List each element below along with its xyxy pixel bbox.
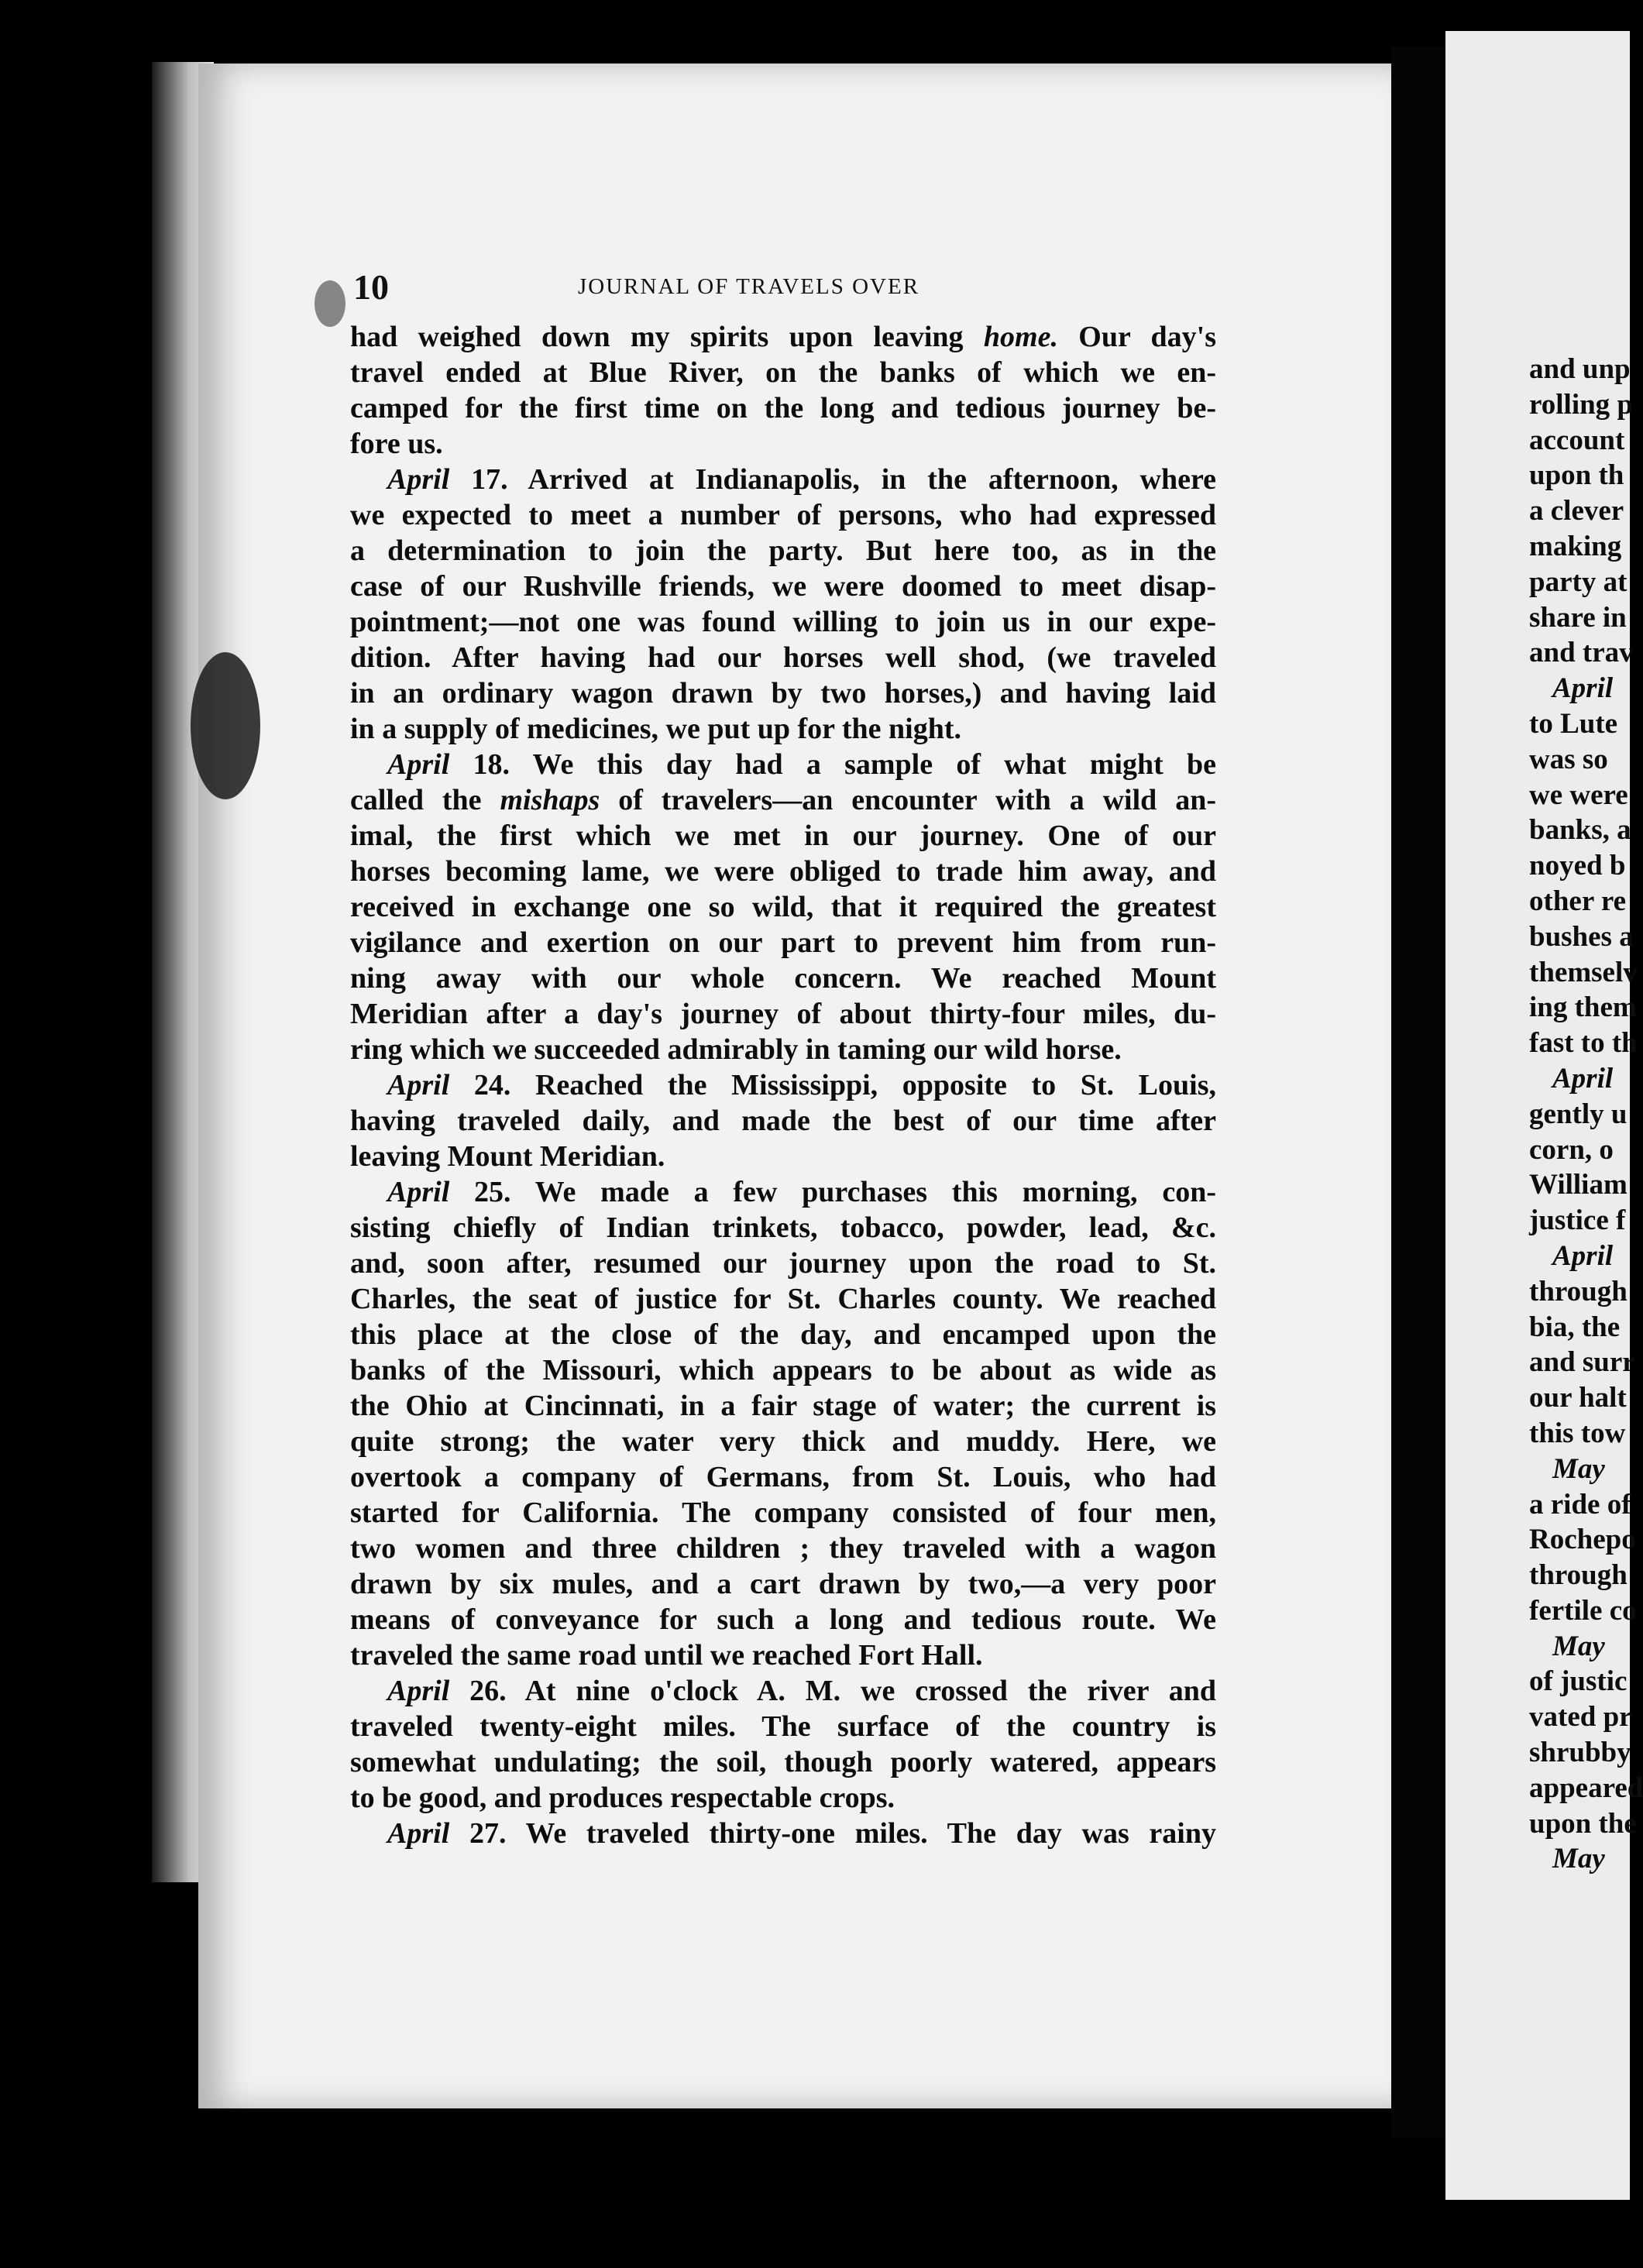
- text-line: banks, a: [1529, 814, 1631, 847]
- text-line: fore us.: [350, 428, 443, 460]
- text-line: banks of the Missouri, which appears to be about as wide as: [350, 1354, 1216, 1387]
- text-line: sisting chiefly of Indian trinkets, tobacco, powder, lead, &c.: [350, 1211, 1216, 1244]
- text-line: to Lute: [1529, 707, 1618, 740]
- text-line: April 26. At nine o'clock A. M. we crossed the river and: [387, 1675, 1216, 1707]
- ink-blot: [315, 280, 345, 327]
- text-line: case of our Rushville friends, we were doomed to meet disap-: [350, 570, 1216, 603]
- text-line: party at: [1529, 565, 1628, 598]
- text-line: quite strong; the water very thick and muddy. Here, we: [350, 1425, 1216, 1458]
- text-line: had weighed down my spirits upon leaving home. Our day's: [350, 321, 1216, 353]
- page-header: [353, 266, 1252, 313]
- left-page: [198, 64, 1391, 2108]
- text-line: having traveled daily, and made the best of our time after: [350, 1105, 1216, 1137]
- entry-date: April: [387, 1176, 450, 1208]
- text-line: and trav: [1529, 637, 1634, 669]
- text-line: William: [1529, 1169, 1628, 1201]
- text-line: traveled the same road until we reached Fort Hall.: [350, 1639, 983, 1672]
- entry-date: April: [387, 463, 450, 496]
- text-line: a ride of: [1529, 1488, 1631, 1521]
- text-line: our halt: [1529, 1382, 1627, 1414]
- text-line: April 18. We this day had a sample of what might be: [387, 748, 1216, 781]
- text-line: called the mishaps of travelers—an encounter with a wild an-: [350, 784, 1216, 816]
- text-line: two women and three children ; they traveled with a wagon: [350, 1532, 1216, 1565]
- text-line: April 25. We made a few purchases this morning, con-: [387, 1176, 1216, 1208]
- text-line: dition. After having had our horses well shod, (we traveled: [350, 641, 1216, 674]
- page-number: 10: [353, 267, 389, 307]
- text-line: and surr: [1529, 1346, 1635, 1379]
- text-line: ing them: [1529, 991, 1637, 1024]
- text-line: this tow: [1529, 1417, 1626, 1449]
- text-line: share in: [1529, 601, 1627, 634]
- text-line: April 27. We traveled thirty-one miles. The day was rainy: [387, 1817, 1216, 1850]
- text-line: account: [1529, 424, 1625, 456]
- text-line: imal, the first which we met in our journey. One of our: [350, 820, 1216, 852]
- text-line: travel ended at Blue River, on the banks of which we en-: [350, 356, 1216, 389]
- text-line: to be good, and produces respectable crops.: [350, 1782, 895, 1814]
- body-text: [350, 319, 1216, 1851]
- text-line: noyed b: [1529, 850, 1626, 882]
- text-line: leaving Mount Meridian.: [350, 1140, 665, 1173]
- text-line: ning away with our whole concern. We reached Mount: [350, 962, 1216, 995]
- text-line: in a supply of medicines, we put up for the night.: [350, 713, 961, 745]
- text-line: corn, o: [1529, 1133, 1614, 1166]
- text-line: bushes a: [1529, 920, 1634, 953]
- text-line: appeared: [1529, 1771, 1643, 1804]
- entry-date: April: [387, 1675, 450, 1707]
- text-line: the Ohio at Cincinnati, in a fair stage of water; the current is: [350, 1390, 1216, 1422]
- entry-date: April: [387, 748, 450, 781]
- text-line: Rochepo: [1529, 1524, 1636, 1556]
- text-line: April 24. Reached the Mississippi, opposite to St. Louis,: [387, 1069, 1216, 1101]
- right-page-text: [1529, 352, 1643, 1877]
- text-line: overtook a company of Germans, from St. Louis, who had: [350, 1461, 1216, 1493]
- text-line: gently u: [1529, 1098, 1628, 1130]
- text-line: means of conveyance for such a long and tedious route. We: [350, 1603, 1216, 1636]
- text-line: justice f: [1529, 1204, 1626, 1237]
- text-line: April 17. Arrived at Indianapolis, in the afternoon, where: [387, 463, 1216, 496]
- text-line: received in exchange one so wild, that it required the greatest: [350, 891, 1216, 923]
- text-line: was so: [1529, 743, 1608, 775]
- entry-date: April: [387, 1069, 450, 1101]
- text-line: April: [1552, 1239, 1614, 1272]
- text-line: Meridian after a day's journey of about thirty-four miles, du-: [350, 998, 1216, 1030]
- text-line: other re: [1529, 885, 1627, 917]
- text-line: pointment;—not one was found willing to join us in our expe-: [350, 606, 1216, 638]
- text-line: horses becoming lame, we were obliged to trade him away, and: [350, 855, 1216, 888]
- text-line: through: [1529, 1559, 1628, 1592]
- text-line: a clever: [1529, 495, 1624, 527]
- text-line: vated pr: [1529, 1701, 1632, 1734]
- text-line: and, soon after, resumed our journey upon the road to St.: [350, 1247, 1216, 1280]
- text-line: through: [1529, 1275, 1628, 1308]
- text-line: bia, the: [1529, 1311, 1621, 1343]
- text-line: May: [1552, 1452, 1605, 1485]
- text-line: drawn by six mules, and a cart drawn by two,—a very poor: [350, 1568, 1216, 1600]
- text-line: April: [1552, 672, 1614, 705]
- text-line: April: [1552, 1062, 1614, 1094]
- text-line: this place at the close of the day, and encamped upon the: [350, 1318, 1216, 1351]
- text-line: Charles, the seat of justice for St. Charles county. We reached: [350, 1283, 1216, 1315]
- text-line: and unp: [1529, 353, 1631, 385]
- text-line: ring which we succeeded admirably in taming our wild horse.: [350, 1033, 1122, 1066]
- text-line: shrubby: [1529, 1737, 1631, 1769]
- entry-date: April: [387, 1817, 450, 1850]
- text-line: camped for the first time on the long and tedious journey be-: [350, 392, 1216, 424]
- text-line: themselv: [1529, 956, 1638, 988]
- text-line: rolling p: [1529, 388, 1633, 421]
- text-line: May: [1552, 1630, 1605, 1662]
- right-page-fragment: [1445, 31, 1643, 2200]
- text-line: we were: [1529, 778, 1628, 811]
- text-line: traveled twenty-eight miles. The surface of the country is: [350, 1710, 1216, 1743]
- text-line: fertile co: [1529, 1594, 1637, 1627]
- text-line: vigilance and exertion on our part to prevent him from run-: [350, 926, 1216, 959]
- text-line: May: [1552, 1843, 1605, 1875]
- book-gutter: [1391, 46, 1445, 2138]
- text-line: upon the: [1529, 1807, 1637, 1840]
- running-head: JOURNAL OF TRAVELS OVER: [578, 274, 920, 299]
- text-line: started for California. The company consisted of four men,: [350, 1497, 1216, 1529]
- text-line: making: [1529, 530, 1622, 562]
- ink-blot: [191, 652, 260, 799]
- text-line: fast to th: [1529, 1027, 1638, 1060]
- text-line: upon th: [1529, 459, 1624, 492]
- text-line: of justic: [1529, 1665, 1628, 1698]
- text-line: we expected to meet a number of persons, who had expressed: [350, 499, 1216, 531]
- text-line: somewhat undulating; the soil, though poorly watered, appears: [350, 1746, 1216, 1778]
- text-line: a determination to join the party. But here too, as in the: [350, 534, 1216, 567]
- text-line: in an ordinary wagon drawn by two horses,) and having laid: [350, 677, 1216, 710]
